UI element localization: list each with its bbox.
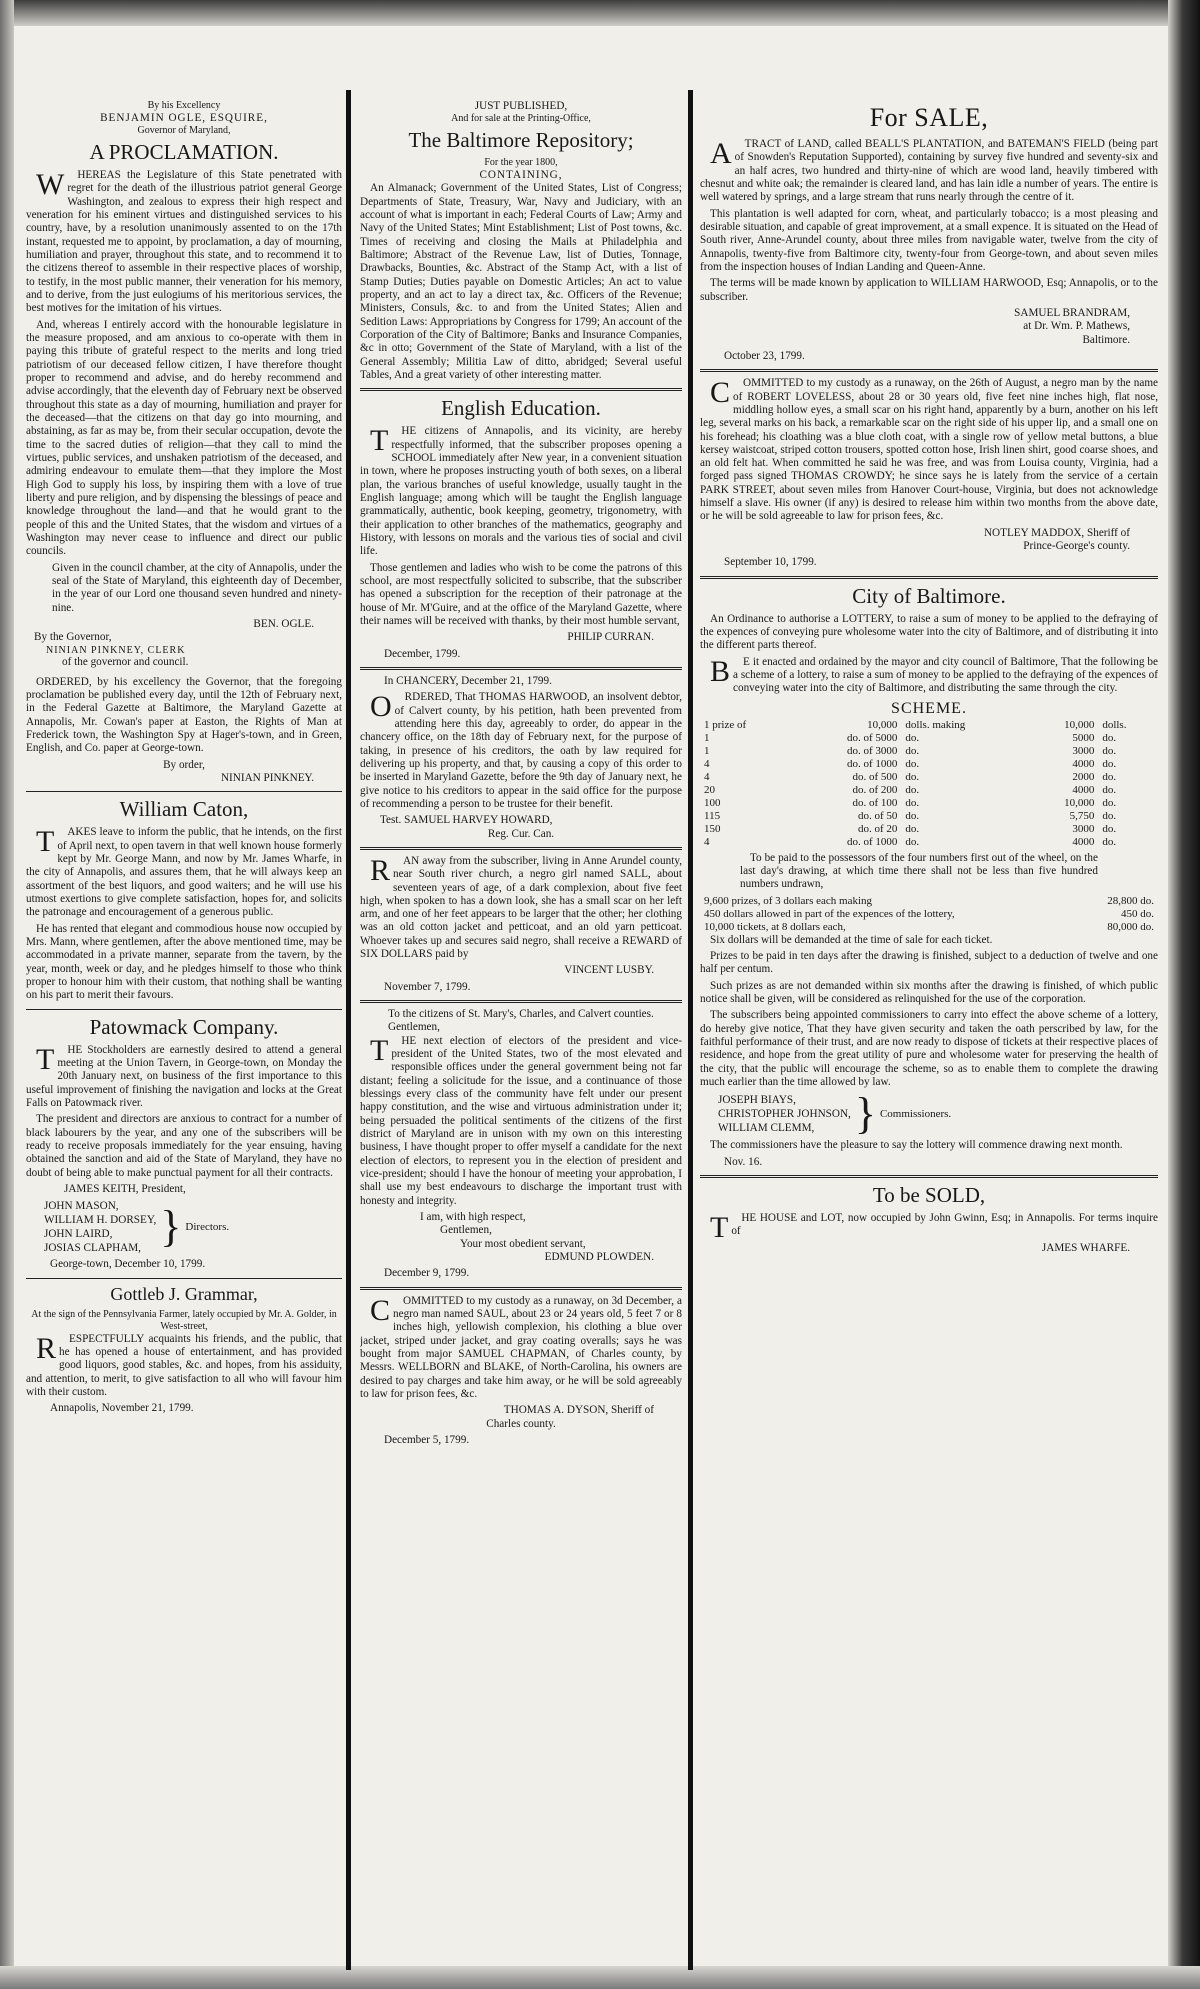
repository-notice [360, 100, 682, 382]
scheme-cell: 4000 [1072, 758, 1095, 770]
proclamation-title: A PROCLAMATION. [89, 140, 279, 165]
notice-heading: In CHANCERY, December 21, 1799. [384, 674, 552, 687]
commissioners-list [718, 1089, 1158, 1139]
scheme-cell: do. of 100 [852, 797, 898, 810]
signature: NINIAN PINKNEY. [220, 772, 314, 785]
scan-bottom-edge [0, 1966, 1200, 1989]
paragraph: An Ordinance to authorise a LOTTERY, to raise a sum of money to be applied to the defraying of the expences of conveying pure wholesome water into the city of Baltimore, and of distributing it into the different parts thereof. [700, 612, 1158, 652]
scheme-row [700, 784, 1158, 797]
byline-office: Governor of Maryland, [137, 125, 231, 137]
scheme-cell: do. [1102, 758, 1117, 770]
scheme-row [700, 823, 1158, 836]
table-cell: 450 dollars allowed in part of the expences of the lottery, [704, 907, 955, 920]
dateline: December 5, 1799. [384, 1433, 470, 1446]
scheme-cell: 5000 [1072, 731, 1095, 744]
saul-notice [360, 1295, 682, 1448]
dateline: George-town, December 10, 1799. [50, 1258, 206, 1271]
scheme-cell: do. [905, 771, 920, 784]
paragraph: Those gentlemen and ladies who wish to be come the patrons of this school, are most respectfully solicited to subscribe, that the subscriber has opened a subscription for the reception of their patronage at the house of Mr. M'Guire, and at the office of the Maryland Gazette, where their names will be received with thanks, by their most humble servant, [360, 561, 682, 627]
scheme-cell: do. [1102, 797, 1117, 810]
dateline: December, 1799. [384, 647, 461, 660]
section-rule [26, 1009, 342, 1010]
paragraph: RAN away from the subscriber, living in Anne Arundel county, near South river church, a negro girl named SALL, about seventeen years of age, of a dark complexion, about five feet high, when spoken to has a down look, she has a small scar on her left arm, and one of her feet appears to be larger that the other; her clothing was an old cotton jacket and petticoat, and an old yarn petticoat. Whoever takes up and secures said negro, shall receive a REWARD of SIX DOLLARS paid by [360, 853, 682, 961]
notice-title: William Caton, [119, 797, 249, 822]
scheme-cell: 10,000 [1064, 797, 1095, 810]
signature: JAMES WHARFE. [1041, 1241, 1130, 1254]
scheme-cell: 4 [704, 771, 710, 784]
scheme-cell: do. [905, 758, 920, 770]
byline-name: BENJAMIN OGLE, ESQUIRE, [100, 111, 268, 124]
signature: THOMAS A. DYSON, Sheriff of [503, 1404, 654, 1417]
section-rule [700, 369, 1158, 372]
scheme-cell: do. [1102, 810, 1117, 823]
scheme-row [700, 745, 1158, 758]
dateline: December 9, 1799. [384, 1267, 470, 1280]
paragraph: ORDERED, That THOMAS HARWOOD, an insolvent debtor, of Calvert county, by his petition, hath been prevented from attending here this day, agreeably to order, do appear in the chancery office, on the 18th day of February next, for the purpose of taking, in presence of his creditors, the oath by law required for delivering up his property, and that, by causing a copy of this order to be inserted in Maryland Gazette, before the 9th day of January next, he give notice to his creditors to appear in the said office for the purpose of recommending a person to be trustee for their benefit. [360, 690, 682, 810]
scheme-row [700, 797, 1158, 810]
scheme-cell: 10,000 [1064, 718, 1095, 731]
paragraph: THE citizens of Annapolis, and its vicinity, are hereby respectfully informed, that the subscriber proposes opening a SCHOOL immediately after New year, in a convenient situation in town, where he proposes instructing youth of both sexes, on a liberal plan, the various branches of useful knowledge, usually taught in the English language; among which will be taught the English language grammatically, authentic, book keeping, geometry, trigonometry, with their application to other branches of the mathematics, geography and History, with lessons on morals and the various ties of social and civil life. [360, 424, 682, 558]
directors-label: Directors. [185, 1220, 230, 1233]
column-middle [360, 100, 682, 1961]
commissioners-label: Commissioners. [879, 1107, 952, 1120]
notice-subtitle: And for sale at the Printing-Office, [451, 113, 591, 125]
reg-line: Reg. Cur. Can. [487, 827, 555, 840]
plowden-notice [360, 1008, 682, 1281]
attest-name: NINIAN PINKNEY, CLERK [46, 644, 186, 656]
scheme-cell: 1 [704, 744, 710, 757]
paragraph: The president and directors are anxious to contract for a number of black labourers by the year, and any one of the subscribers will be ready to receive proposals immediately for the year ensuing, having obtained the sanction and aid of the State of Maryland, they have no doubt of being able to make punctual payment for all their contracts. [26, 1113, 342, 1179]
salutation: Gentlemen, [388, 1021, 440, 1034]
scheme-cell: 4000 [1072, 836, 1095, 849]
paragraph: THE Stockholders are earnestly desired to attend a general meeting at the Union Tavern, in George-town, on Monday the 20th January next, on business of the first importance to this useful improvement of finishing the navigation and locks at the Great Falls on Patowmack river. [26, 1042, 342, 1109]
paragraph: Such prizes as are not demanded within six months after the drawing is finished, of which public notice shall be given, will be considered as relinquished for the use of the corporation. [700, 979, 1158, 1006]
scheme-cell: 1 [704, 731, 710, 744]
column-rule [346, 90, 351, 1970]
scheme-cell: 4 [704, 836, 710, 849]
attest: By the Governor, [34, 631, 112, 644]
section-rule [26, 791, 342, 792]
scheme-cell: 20 [704, 784, 715, 797]
paragraph: ATRACT of LAND, called BEALL'S PLANTATION, and BATEMAN'S FIELD (being part of Snowden's Reputation Supported), containing by survey five hundred and seventy-six and an half acres, two hundred and thirty-nine of which are wood land, heavily timbered with chesnut and white oak; the remainder is cleared land, and has lain idle a number of years. The entire is well watered by springs, and a large stream that runs nearly through the centre of it. [700, 136, 1158, 204]
paragraph: RESPECTFULLY acquaints his friends, and the public, that he has opened a house of entertainment, and has provided good liquors, good stables, &c. and hopes, from his assiduity, and attention, to merit, to give satisfaction to all who will favour him with their custom. [26, 1331, 342, 1399]
scheme-row [700, 732, 1158, 745]
scheme-cell: 3000 [1072, 823, 1095, 836]
scheme-cell: do. of 200 [852, 784, 898, 797]
paragraph: Six dollars will be demanded at the time of sale for each ticket. [710, 933, 993, 946]
signature: PHILIP CURRAN. [567, 631, 654, 644]
notice-title: City of Baltimore. [852, 583, 1006, 608]
closing: I am, with high respect, [420, 1211, 526, 1224]
dateline: Nov. 16. [724, 1155, 763, 1168]
chancery-notice [360, 675, 682, 841]
signature: BEN. OGLE. [253, 617, 314, 630]
scheme-cell: 4 [704, 758, 710, 770]
containing: CONTAINING, [479, 169, 563, 182]
scheme-cell: do. [1102, 731, 1117, 744]
table-row [700, 921, 1158, 934]
scheme-cell: do. of 1000 [847, 836, 898, 849]
scheme-row [700, 836, 1158, 849]
scheme-cell: 100 [704, 797, 721, 810]
table-row [700, 908, 1158, 921]
scheme-cell: do. of 5000 [847, 731, 898, 744]
by-order: By order, [163, 758, 205, 771]
paragraph: ORDERED, by his excellency the Governor, that the foregoing proclamation be published every day, until the 12th of February next, in the Federal Gazette at Baltimore, the Maryland Gazette at Annapolis, Mr. Cowan's paper at Easton, the Rights of Man at Frederick town, the Washington Spy at Hager's-town, and in Green, English, and Co. paper at George-town. [26, 675, 342, 755]
caton-notice [26, 797, 342, 1002]
attest-office: of the governor and council. [62, 656, 189, 669]
scheme-cell: do. of 500 [852, 771, 898, 784]
section-rule [360, 667, 682, 670]
scheme-table [700, 719, 1158, 850]
section-rule [26, 1278, 342, 1279]
section-rule [360, 1287, 682, 1290]
signature: NOTLEY MADDOX, Sheriff of [983, 526, 1130, 539]
paragraph: Given in the council chamber, at the city of Annapolis, under the seal of the State of Maryland, this eighteenth day of December, in the year of our Lord one thousand seven hundred and ninety-nine. [52, 561, 342, 614]
director-name: WILLIAM H. DORSEY, [44, 1214, 157, 1227]
column-right [700, 100, 1158, 1961]
scheme-cell: dolls. [1102, 718, 1127, 731]
address-line: To the citizens of St. Mary's, Charles, and Calvert counties. [388, 1008, 654, 1021]
paragraph: The commissioners have the pleasure to say the lottery will commence drawing next month. [710, 1139, 1123, 1152]
paragraph: BE it enacted and ordained by the mayor and city council of Baltimore, That the following be a scheme of a lottery, to raise a sum of money to be applied to the defraying of the expences of conveying water into the city of Baltimore, and distributing the same through the city. [710, 654, 1158, 695]
forsale-notice [700, 103, 1158, 363]
paragraph: The subscribers being appointed commissioners to carry into effect the above scheme of a lottery, do hereby give notice, That they have given security and taken the oath perscribed by law, for the faithful performance of their trust, and are now ready to dispose of tickets at their respective places of residence, and hope from the great utility of pure and wholesome water for preserving the health of the city, that the public will encourage the scheme, so as to enable them to complete the drawing much earlier than the time allowed by law. [700, 1009, 1158, 1089]
paragraph: The terms will be made known by application to WILLIAM HARWOOD, Esq; Annapolis, or to the subscriber. [700, 277, 1158, 303]
scheme-row [700, 758, 1158, 771]
scan-left-edge [0, 0, 14, 1989]
commissioner-name: WILLIAM CLEMM, [718, 1122, 815, 1135]
table-cell: 28,800 do. [1107, 894, 1154, 907]
section-rule [360, 847, 682, 850]
loveless-notice [700, 377, 1158, 570]
notice-title: English Education. [441, 396, 601, 421]
education-notice [360, 396, 682, 661]
president-name: JAMES KEITH, President, [64, 1182, 186, 1195]
notice-title: Gottleb J. Grammar, [110, 1283, 258, 1304]
paragraph: He has rented that elegant and commodious house now occupied by Mrs. Mann, where gentlemen, after the above mentioned time, may be accommodated in a private manner, separate from the tavern, by the year, month, week or day, and he pledges himself to those who think proper to honour him with their custom, that nothing shall be wanting on his part to merit their favours. [26, 922, 342, 1002]
dateline: November 7, 1799. [384, 980, 471, 993]
paragraph: TAKES leave to inform the public, that he intends, on the first of April next, to open tavern in that well known house formerly kept by Mr. George Mann, and now by Mr. James Wharfe, in the city of Annapolis, and assures them, that he will always keep an assortment of the best liquors, and good waiters; and he will use his utmost exertions to give complete satisfaction, hopes for, and solicits the patronage and encouragement of a generous public. [26, 825, 342, 919]
commissioner-name: JOSEPH BIAYS, [718, 1094, 796, 1107]
directors-list [44, 1199, 342, 1255]
notice-title: To be SOLD, [872, 1183, 986, 1208]
paragraph: Prizes to be paid in ten days after the drawing is finished, subject to a deduction of twelve and one half per centum. [700, 950, 1158, 976]
scheme-title: SCHEME. [891, 699, 967, 717]
paragraph: WHEREAS the Legislature of this State penetrated with regret for the death of the illustrious patriot general George Washington, and zealous to express their high respect and veneration for his eminent virtues and distinguished services to his country, have, by a resolution unanimously assented to on the 17th instant, requested me to appoint, by proclamation, a day of mourning, humiliation and prayer, throughout this state, and to recommend it to the citizens thereof to assemble in their respective places of worship, to testify, in the most public manner, their veneration for his memory, and to derive, from the just eulogiums of his meritorious services, the best motives for the imitation of his virtues. [26, 168, 342, 315]
paragraph: This plantation is well adapted for corn, wheat, and particularly tobacco; is a most pleasing and desirable situation, and capable of great improvement, at a small expence. It is situated on the Head of South river, Anne-Arundel county, about three miles from navigable water, twelve from the city of Annapolis, twenty-five from Baltimore city, twenty-four from George-town, and about seven miles from the inspection houses of Indian Landing and Queen-Anne. [700, 207, 1158, 273]
notice-subtitle: At the sign of the Pennsylvania Farmer, lately occupied by Mr. A. Golder, in West-street, [31, 1309, 337, 1332]
signature: SAMUEL BRANDRAM, [1014, 306, 1130, 319]
dateline: Annapolis, November 21, 1799. [50, 1402, 194, 1415]
signature-place: Baltimore. [1082, 333, 1130, 346]
scheme-cell: 4000 [1072, 784, 1095, 797]
notice-title: For SALE, [869, 103, 989, 132]
scheme-cell: do. [905, 731, 920, 744]
signature-address: at Dr. Wm. P. Mathews, [1023, 320, 1130, 333]
scheme-cell: 150 [704, 823, 721, 836]
paragraph: To be paid to the possessors of the four numbers first out of the wheel, on the last day's drawing, at which time there shall not be less than five hundred numbers undrawn, [740, 851, 1098, 891]
scheme-cell: do. of 20 [858, 823, 898, 836]
notice-title: Patowmack Company. [89, 1014, 279, 1039]
signature: VINCENT LUSBY. [564, 964, 654, 977]
scheme-cell: do. of 50 [858, 810, 898, 823]
paragraph: COMMITTED to my custody as a runaway, on the 26th of August, a negro man by the name of ROBERT LOVELESS, about 28 or 30 years old, five feet nine inches high, flat nose, middling hollow eyes, a small scar on his right hand, apparently by a burn, another on his left leg, several marks on his back, a remarkable scar on the right side of his upper lip, and a small one on his forehead; his cloathing was a blue cloth coat, with a single row of yellow metal buttons, a blue kersey waistcoat, striped cotton trousers, spotted cotton hose, Irish linen shirt, good coarse shoes, and an old felt hat. When committed he said he was free, and was from Louisa county, Virginia, had a forged pass signed THOMAS CROWDY; he since says he is lately from the service of a certain PARK STREET, about seven miles from Hanover Court-house, Virginia, but does not acknowledge himself a slave. His owner (if any) is desired to release him within two months from the above date, or he will be sold agreeable to law for prison fees, &c. [700, 376, 1158, 523]
section-rule [700, 576, 1158, 579]
scheme-cell: 115 [704, 810, 721, 823]
director-name: JOHN MASON, [44, 1200, 119, 1213]
paragraph: COMMITTED to my custody as a runaway, on 3d December, a negro man named SAUL, about 23 or 24 years old, 5 feet 7 or 8 inches high, yellowish complexion, his clothing a blue over jacket, striped under jacket, and gray coating overalls; says he was bought from major SAMUEL CHAPMAN, of Charles county, by Messrs. WELLBORN and BLAKE, of North-Carolina, his owners are desired to pay charges and take him away, or he will be sold agreeably to law for prison fees, &c. [360, 1293, 682, 1400]
scheme-row [700, 771, 1158, 784]
scan-right-edge [1168, 0, 1200, 1989]
patowmack-notice [26, 1015, 342, 1272]
scheme-cell: 5,750 [1069, 810, 1095, 823]
proclamation-notice [26, 100, 342, 785]
table-row [700, 895, 1158, 908]
paragraph: THE HOUSE and LOT, now occupied by John Gwinn, Esq; in Annapolis. For terms inquire of [710, 1211, 1158, 1245]
scheme-cell: do. of 3000 [847, 744, 898, 757]
scheme-cell: dolls. making [905, 718, 966, 731]
tobesold-notice [700, 1183, 1158, 1255]
section-rule [360, 388, 682, 391]
brace: } [854, 1089, 876, 1139]
dateline: October 23, 1799. [724, 349, 805, 362]
lottery-notice [700, 584, 1158, 1169]
dateline: September 10, 1799. [724, 556, 817, 569]
kicker: JUST PUBLISHED, [474, 100, 568, 112]
scheme-cell: do. [905, 810, 920, 823]
grammar-notice [26, 1284, 342, 1416]
year-line: For the year 1800, [484, 157, 558, 169]
scheme-row [700, 719, 1158, 732]
scheme-cell: 1 prize of [704, 718, 747, 731]
director-name: JOSIAS CLAPHAM, [44, 1242, 141, 1255]
commissioner-name: CHRISTOPHER JOHNSON, [718, 1108, 851, 1121]
scheme-cell: do. [1102, 784, 1117, 797]
county-line: Prince-George's county. [1023, 540, 1130, 553]
byline: By his Excellency [147, 100, 221, 111]
scheme-cell: 10,000 [867, 718, 898, 731]
table-cell: 450 do. [1121, 907, 1154, 920]
scheme-cell: do. [1102, 771, 1117, 784]
table-cell: 10,000 tickets, at 8 dollars each, [704, 920, 846, 933]
scheme-cell: 3000 [1072, 744, 1095, 757]
column-left [26, 100, 342, 1961]
scheme-cell: do. [905, 744, 920, 757]
scheme-cell: do. [1102, 744, 1117, 757]
column-rule [688, 90, 693, 1970]
scheme-row [700, 810, 1158, 823]
test-line: Test. SAMUEL HARVEY HOWARD, [380, 814, 553, 827]
ranaway-notice [360, 855, 682, 994]
scheme-cell: do. [905, 836, 920, 849]
scheme-cell: do. [1102, 836, 1117, 849]
paragraph: And, whereas I entirely accord with the honourable legislature in the measure proposed, and am anxious to co-operate with them in paying this tribute of grateful respect to the merits and long tried patriotism of our deceased fellow citizen, I have therefore thought proper to recommend and advise, and do hereby recommend and advise accordingly, that the eleventh day of February next be observed throughout this state as a day of mourning, humiliation and prayer for the deceased—that the citizens on that day go into mourning, and abstaining, as far as may be, from their secular occupation, devote the time to the sacred duties of religion—that they call to mind the virtues, public services, and unshaken patriotism of the deceased, and admiring endeavour to emulate them—that they implore the Most High God to supply his loss, by inspiring them with a love of true liberty and pure religion, and by dispensing the blessings of peace and knowledge throughout the land—and that he would grant to the people of this and the United States, that the wisdom and virtues of a Washington may never cease to influence and direct our public councils. [26, 318, 342, 558]
scheme-cell: do. of 1000 [847, 758, 898, 770]
scheme-cell: do. [905, 823, 920, 836]
closing: Your most obedient servant, [460, 1237, 586, 1250]
brace: } [160, 1202, 182, 1252]
table-cell: 80,000 do. [1107, 920, 1154, 933]
county-line: Charles county. [486, 1417, 556, 1430]
paragraph: THE next election of electors of the president and vice-president of the United States, two of the most elevated and responsible offices under the general government being not far distant; feeling a solicitude for the issue, and a continuance of those blessings every class of the community have felt under our present happy constitution, and the wise and virtuous administration under it; being persuaded the political sentiments of the citizens of the first district of Maryland are in unison with my own on this interesting business, I have thought proper to offer myself a candidate for the next election of electors, to represent you in the election of president and vice-president; should I have the honour of meeting your approbation, I shall use my best endeavours to discharge the important trust with honesty and integrity. [360, 1033, 682, 1207]
table-cell: 9,600 prizes, of 3 dollars each making [704, 894, 873, 907]
paragraph: An Almanack; Government of the United States, List of Congress; Departments of State, Treasury, War, Navy and Judiciary, with an account of what is important in each; Federal Courts of Law; Army and Navy of the United States; Mint Establishment; List of Post towns, &c. Times of receiving and closing the Mails at Philadelphia and Baltimore; Abstract of the Revenue Law, list of Duties, Tonnage, Drawbacks, Bounties, &c. Abstract of the Stamp Act, with a list of Stamp Duties; Duties payable on Domestic Articles; An act to value property, and an act to lay a direct tax, &c. Officers of the Revenue; Ministers, Consuls, &c. to and from the United States; Alien and Sedition Laws: Appropriations by Congress for 1799; An account of the Corporation of the City of Baltimore; Banks and Insurance Companies, &c in otto; Government of the State of Maryland, with a list of the General Assembly; Militia Law of ditto, abridged; Several useful Tables, And a great variety of other interesting matter. [360, 182, 682, 382]
scheme-cell: do. [905, 797, 920, 810]
scheme-cell: do. [1102, 823, 1117, 836]
closing: Gentlemen, [440, 1224, 492, 1237]
signature: EDMUND PLOWDEN. [544, 1251, 654, 1264]
notice-title: The Baltimore Repository; [408, 128, 634, 153]
section-rule [700, 1175, 1158, 1178]
scheme-cell: do. [905, 784, 920, 797]
scheme-cell: 2000 [1072, 771, 1095, 784]
section-rule [360, 1000, 682, 1003]
scan-top-edge [0, 0, 1200, 26]
director-name: JOHN LAIRD, [44, 1228, 113, 1241]
blanks-table [700, 895, 1158, 934]
